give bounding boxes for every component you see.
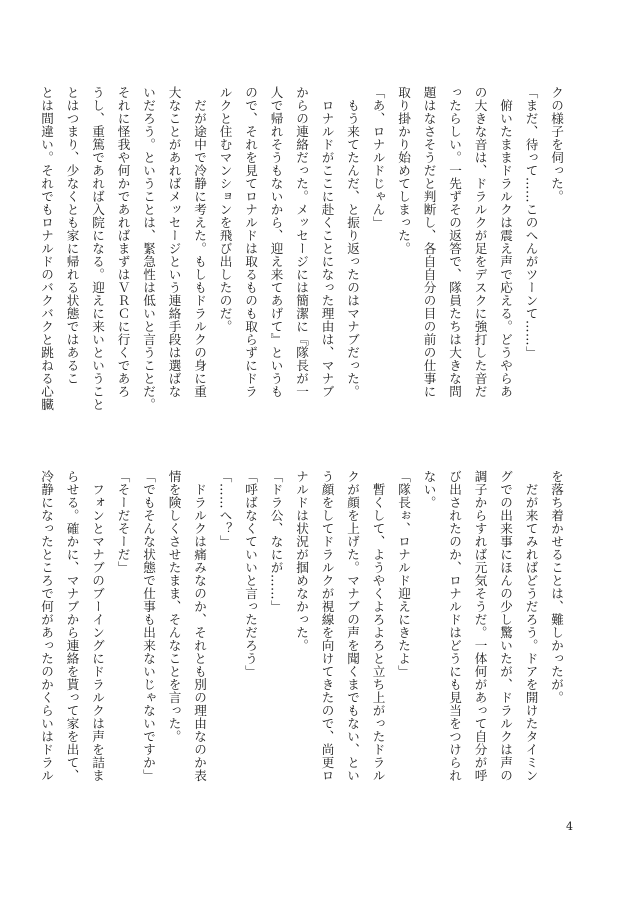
- text-column: とはつまり、少なくとも家に帰れる状態ではあるこ: [64, 86, 80, 385]
- text-column: 「あ、ロナルドじゃん」: [370, 86, 386, 229]
- text-column: だが途中で冷静に考えた。もしもドラルクの身に重: [192, 86, 207, 398]
- text-column: ロナルドがここに赴くことになった理由は、マナブ: [319, 86, 335, 398]
- text-column: いだろう。ということは、緊急性は低いと言うことだ。: [141, 86, 156, 411]
- text-column: 「まだ、待って……このへんがツーンて……」: [523, 86, 539, 359]
- text-column: 俯いたままドラルクは震え声で応える。どうやらあ: [498, 86, 513, 398]
- text-column: からの連絡だった。メッセージには簡潔に『隊長が一: [294, 86, 309, 398]
- text-column: 人で帰れそうもないから、迎え来てあげて』というも: [268, 86, 284, 398]
- text-column: 調子からすれば元気そうだ。一体何があって自分が呼: [472, 470, 488, 782]
- text-column: もう来てたんだ、と振り返ったのはマナブだった。: [345, 86, 360, 398]
- text-column: 情を険しくさせたまま、そんなことを言った。: [166, 470, 182, 743]
- text-column: 「隊長ぉ、ロナルド迎えにきたよ」: [396, 470, 411, 678]
- text-column: グでの出来事にほんの少し驚いたが、ドラルクは声の: [498, 470, 513, 782]
- text-column: 暫くして、ようやくよろよろと立ち上がったドラル: [370, 470, 386, 782]
- text-column: フォンとマナブのブーイングにドラルクは声を詰ま: [90, 470, 105, 782]
- text-column: 「ドラ公、なにが……」: [268, 470, 284, 613]
- text-column: ナルドは状況が掴めなかった。: [294, 470, 309, 652]
- text-column: 「でもそんな状態で仕事も出来ないじゃないですか」: [141, 470, 156, 782]
- text-column: クの様子を伺った。: [549, 86, 564, 203]
- text-column: う顔をしてドラルクが視線を向けてきたので、尚更ロ: [319, 470, 335, 782]
- text-column: だが来てみればどうだろう。ドアを開けたタイミン: [523, 470, 539, 782]
- text-column: 取り掛かり始めてしまった。: [396, 86, 411, 255]
- text-column: 大なことがあればメッセージという連絡手段は選ばな: [166, 86, 182, 398]
- text-column: とは間違い。それでもロナルドのバクバクと跳ねる心臓: [39, 86, 54, 411]
- text-column: それに怪我や何かであればまずはＶＲＣに行くであろ: [115, 86, 131, 398]
- text-column: 題はなさそうだと判断し、各自自分の目の前の仕事に: [421, 86, 437, 398]
- text-column: ったらしい。一先ずその返答で、隊員たちは大きな問: [447, 86, 462, 398]
- text-column: 「……へ？」: [217, 470, 233, 548]
- text-column: 「呼ばなくていいと言っただろう」: [243, 470, 258, 678]
- text-column: らせる。確かに、マナブから連絡を貰って家を出て、: [64, 470, 80, 782]
- text-column: うし、重篤であれば入院になる。迎えに来いということ: [90, 86, 105, 411]
- text-column: び出されたのか、ロナルドはどうにも見当をつけられ: [447, 470, 462, 782]
- text-column: 「そーだそーだ」: [115, 470, 131, 574]
- text-column: 冷静になったところで何があったのかくらいはドラル: [39, 470, 54, 782]
- text-column: クが顔を上げた。マナブの声を聞くまでもない、とい: [345, 470, 360, 782]
- text-column: ドラルクは痛みなのか、それとも別の理由なのか表: [192, 470, 207, 782]
- text-column: の大きな音は、ドラルクが足をデスクに強打した音だ: [472, 86, 488, 398]
- text-column: を落ち着かせることは、難しかったが。: [549, 470, 564, 704]
- lower-text-block: [39, 470, 569, 820]
- page-number: 4: [566, 820, 573, 833]
- text-column: ない。: [421, 470, 437, 509]
- upper-text-block: [39, 86, 569, 436]
- text-column: ルクと住むマンションを飛び出したのだ。: [217, 86, 233, 333]
- text-column: ので、それを見てロナルドは取るものも取らずにドラ: [243, 86, 258, 398]
